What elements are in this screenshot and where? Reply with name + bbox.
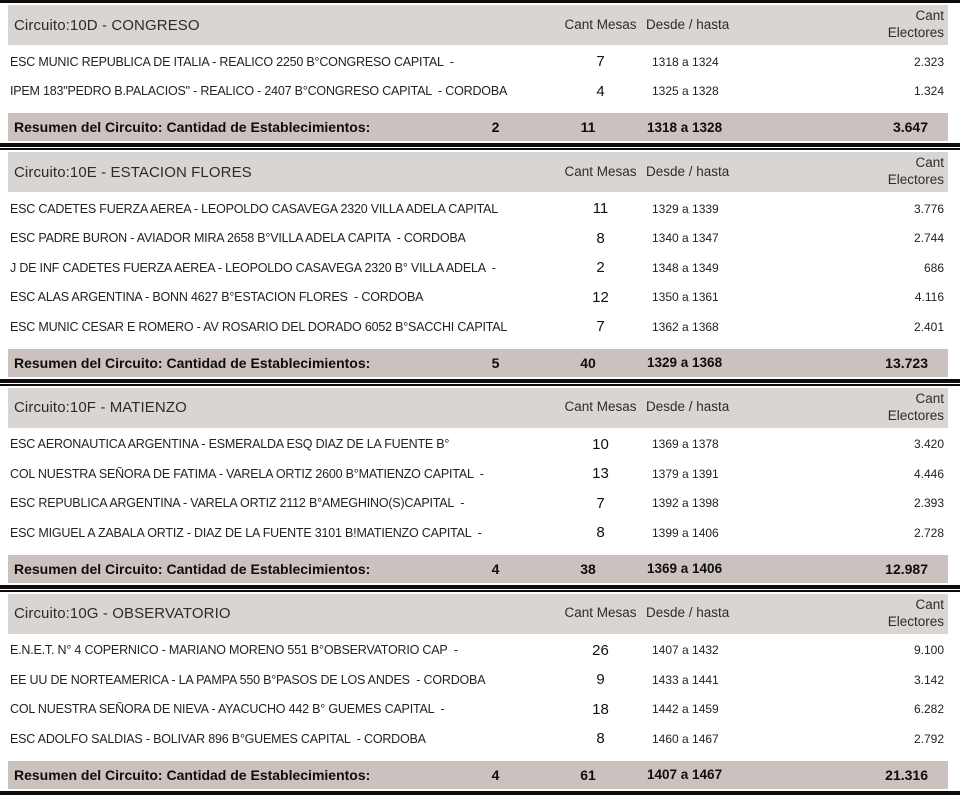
column-header-cant-electores bbox=[753, 597, 948, 631]
circuit-title: Circuito:10G - OBSERVATORIO bbox=[14, 605, 231, 622]
cant-mesas-value: 4 bbox=[596, 82, 605, 100]
cant-electores-value: 9.100 bbox=[913, 643, 944, 658]
desde-hasta-value: 1442 a 1459 bbox=[652, 702, 719, 717]
cant-electores-value: 2.728 bbox=[913, 525, 944, 540]
cant-electores-value: 4.446 bbox=[913, 466, 944, 481]
circuit-title: Circuito:10D - CONGRESO bbox=[14, 16, 200, 34]
table-row bbox=[8, 224, 948, 254]
section-summary-bar bbox=[8, 555, 948, 583]
section-summary-bar bbox=[8, 349, 948, 377]
table-row bbox=[8, 724, 948, 754]
desde-hasta-value: 1362 a 1368 bbox=[652, 319, 719, 334]
establishment-name: ESC ALAS ARGENTINA - BONN 4627 B°ESTACION FLORES - CORDOBA bbox=[10, 290, 424, 305]
cant-electores-value: 2.401 bbox=[913, 319, 944, 334]
summary-range: 1329 a 1368 bbox=[647, 355, 723, 370]
summary-establishments-count: 4 bbox=[491, 560, 500, 577]
establishment-name: ESC AERONAUTICA ARGENTINA - ESMERALDA ESQ DIAZ DE LA FUENTE B° bbox=[10, 437, 450, 452]
section-rows bbox=[8, 636, 948, 754]
cant-electores-value: 6.282 bbox=[913, 702, 944, 717]
desde-hasta-value: 1329 a 1339 bbox=[652, 201, 719, 216]
section-rows bbox=[8, 194, 948, 342]
summary-label: Resumen del Circuito: Cantidad de Establecimientos: bbox=[14, 354, 371, 371]
summary-mesas-total: 38 bbox=[580, 560, 596, 577]
cant-electores-value: 4.116 bbox=[914, 290, 944, 305]
table-row bbox=[8, 312, 948, 342]
desde-hasta-value: 1379 a 1391 bbox=[652, 466, 719, 481]
column-header-cant-electores bbox=[753, 391, 948, 425]
summary-establishments-count: 5 bbox=[491, 354, 500, 371]
desde-hasta-value: 1350 a 1361 bbox=[652, 290, 719, 305]
circuit-section bbox=[0, 5, 960, 150]
establishment-name: COL NUESTRA SEÑORA DE NIEVA - AYACUCHO 442 B° GUEMES CAPITAL - bbox=[10, 702, 445, 717]
desde-hasta-value: 1407 a 1432 bbox=[652, 643, 719, 658]
cant-mesas-value: 26 bbox=[592, 641, 609, 659]
section-separator bbox=[0, 585, 960, 592]
summary-mesas-total: 61 bbox=[580, 766, 596, 783]
desde-hasta-value: 1348 a 1349 bbox=[652, 260, 719, 275]
desde-hasta-value: 1399 a 1406 bbox=[652, 525, 719, 540]
circuit-section bbox=[0, 388, 960, 592]
section-rows bbox=[8, 47, 948, 106]
section-summary-bar bbox=[8, 761, 948, 789]
section-separator bbox=[0, 143, 960, 150]
column-header-cant-mesas: Cant Mesas bbox=[564, 163, 637, 179]
column-header-cant-electores bbox=[753, 155, 948, 189]
summary-mesas-total: 40 bbox=[580, 354, 596, 371]
cant-mesas-value: 8 bbox=[596, 229, 605, 247]
table-row bbox=[8, 459, 948, 489]
cant-electores-value: 2.792 bbox=[913, 731, 944, 746]
summary-electores-total: 12.987 bbox=[885, 560, 928, 577]
circuit-title: Circuito:10F - MATIENZO bbox=[14, 399, 187, 416]
desde-hasta-value: 1392 a 1398 bbox=[652, 496, 719, 511]
summary-establishments-count: 2 bbox=[491, 119, 500, 135]
establishment-name: ESC MIGUEL A ZABALA ORTIZ - DIAZ DE LA FUENTE 3101 B!MATIENZO CAPITAL - bbox=[10, 525, 482, 540]
desde-hasta-value: 1460 a 1467 bbox=[652, 731, 719, 746]
establishment-name: ESC PADRE BURON - AVIADOR MIRA 2658 B°VILLA ADELA CAPITA - CORDOBA bbox=[10, 231, 466, 246]
table-row bbox=[8, 283, 948, 313]
summary-range: 1318 a 1328 bbox=[647, 119, 723, 135]
column-header-cant-electores-text: Cant Electores bbox=[887, 155, 944, 187]
summary-label: Resumen del Circuito: Cantidad de Establecimientos: bbox=[14, 119, 371, 135]
cant-electores-value: 3.776 bbox=[913, 201, 944, 216]
desde-hasta-value: 1325 a 1328 bbox=[652, 84, 719, 99]
section-header-bar bbox=[8, 594, 948, 634]
summary-electores-total: 13.723 bbox=[885, 354, 928, 371]
section-header-bar bbox=[8, 388, 948, 428]
bottom-rule bbox=[0, 791, 960, 795]
section-separator bbox=[0, 379, 960, 386]
desde-hasta-value: 1318 a 1324 bbox=[652, 54, 719, 69]
establishment-name: COL NUESTRA SEÑORA DE FATIMA - VARELA ORTIZ 2600 B°MATIENZO CAPITAL - bbox=[10, 466, 484, 481]
cant-mesas-value: 2 bbox=[596, 259, 605, 277]
table-row bbox=[8, 194, 948, 224]
cant-electores-value: 2.323 bbox=[913, 54, 944, 69]
column-header-cant-electores bbox=[753, 8, 948, 42]
table-row bbox=[8, 695, 948, 725]
cant-mesas-value: 8 bbox=[596, 524, 605, 542]
sections-host bbox=[0, 5, 960, 789]
cant-mesas-value: 18 bbox=[592, 700, 609, 718]
table-row bbox=[8, 518, 948, 548]
cant-mesas-value: 11 bbox=[592, 200, 609, 218]
establishment-name: IPEM 183"PEDRO B.PALACIOS" - REALICO - 2407 B°CONGRESO CAPITAL - CORDOBA bbox=[10, 84, 508, 99]
column-header-desde-hasta: Desde / hasta bbox=[646, 399, 730, 415]
column-header-cant-mesas: Cant Mesas bbox=[564, 399, 637, 415]
establishment-name: ESC MUNIC CESAR E ROMERO - AV ROSARIO DEL DORADO 6052 B°SACCHI CAPITAL bbox=[10, 319, 508, 334]
summary-mesas-total: 11 bbox=[580, 119, 596, 135]
column-header-desde-hasta: Desde / hasta bbox=[646, 605, 730, 621]
circuit-section bbox=[0, 594, 960, 789]
column-header-desde-hasta: Desde / hasta bbox=[646, 16, 730, 32]
establishment-name: EE UU DE NORTEAMERICA - LA PAMPA 550 B°PASOS DE LOS ANDES - CORDOBA bbox=[10, 672, 486, 687]
establishment-name: ESC REPUBLICA ARGENTINA - VARELA ORTIZ 2112 B°AMEGHINO(S)CAPITAL - bbox=[10, 496, 465, 511]
cant-electores-value: 686 bbox=[923, 260, 944, 275]
column-header-cant-electores-text: Cant Electores bbox=[887, 390, 944, 423]
cant-electores-value: 3.142 bbox=[913, 672, 944, 687]
cant-mesas-value: 7 bbox=[596, 53, 605, 71]
establishment-name: E.N.E.T. N° 4 COPERNICO - MARIANO MORENO 551 B°OBSERVATORIO CAP - bbox=[10, 643, 458, 658]
cant-mesas-value: 12 bbox=[592, 288, 609, 306]
summary-range: 1369 a 1406 bbox=[647, 561, 723, 576]
summary-range: 1407 a 1467 bbox=[647, 767, 723, 782]
establishment-name: ESC MUNIC REPUBLICA DE ITALIA - REALICO 2250 B°CONGRESO CAPITAL - bbox=[10, 54, 454, 69]
column-header-cant-mesas: Cant Mesas bbox=[564, 16, 637, 32]
cant-electores-value: 1.324 bbox=[913, 84, 944, 99]
column-header-desde-hasta: Desde / hasta bbox=[646, 163, 730, 179]
summary-electores-total: 3.647 bbox=[892, 119, 928, 135]
section-header-bar bbox=[8, 152, 948, 192]
table-row bbox=[8, 665, 948, 695]
column-header-cant-mesas: Cant Mesas bbox=[564, 605, 637, 621]
summary-electores-total: 21.316 bbox=[885, 766, 928, 783]
cant-mesas-value: 9 bbox=[596, 671, 605, 689]
table-row bbox=[8, 47, 948, 77]
establishment-name: J DE INF CADETES FUERZA AEREA - LEOPOLDO CASAVEGA 2320 B° VILLA ADELA - bbox=[10, 260, 496, 275]
cant-mesas-value: 13 bbox=[592, 465, 609, 483]
cant-electores-value: 2.393 bbox=[913, 496, 944, 511]
summary-establishments-count: 4 bbox=[491, 766, 500, 783]
cant-electores-value: 2.744 bbox=[913, 231, 944, 246]
cant-mesas-value: 7 bbox=[596, 494, 605, 512]
circuit-section bbox=[0, 152, 960, 386]
cant-mesas-value: 10 bbox=[592, 435, 609, 453]
cant-mesas-value: 8 bbox=[596, 730, 605, 748]
column-header-cant-electores-text: Cant Electores bbox=[887, 8, 944, 40]
establishment-name: ESC ADOLFO SALDIAS - BOLIVAR 896 B°GUEMES CAPITAL - CORDOBA bbox=[10, 731, 426, 746]
section-rows bbox=[8, 430, 948, 548]
table-row bbox=[8, 489, 948, 519]
table-row bbox=[8, 77, 948, 107]
table-row bbox=[8, 636, 948, 666]
desde-hasta-value: 1340 a 1347 bbox=[652, 231, 719, 246]
establishment-name: ESC CADETES FUERZA AEREA - LEOPOLDO CASAVEGA 2320 VILLA ADELA CAPITAL bbox=[10, 201, 499, 216]
desde-hasta-value: 1433 a 1441 bbox=[652, 672, 719, 687]
desde-hasta-value: 1369 a 1378 bbox=[652, 437, 719, 452]
summary-label: Resumen del Circuito: Cantidad de Establecimientos: bbox=[14, 766, 371, 783]
cant-electores-value: 3.420 bbox=[913, 437, 944, 452]
section-summary-bar bbox=[8, 113, 948, 141]
circuit-title: Circuito:10E - ESTACION FLORES bbox=[14, 163, 252, 181]
summary-label: Resumen del Circuito: Cantidad de Establecimientos: bbox=[14, 560, 371, 577]
table-row bbox=[8, 253, 948, 283]
cant-mesas-value: 7 bbox=[596, 318, 605, 336]
table-row bbox=[8, 430, 948, 460]
column-header-cant-electores-text: Cant Electores bbox=[887, 596, 944, 629]
top-rule bbox=[0, 0, 960, 3]
section-header-bar bbox=[8, 5, 948, 45]
